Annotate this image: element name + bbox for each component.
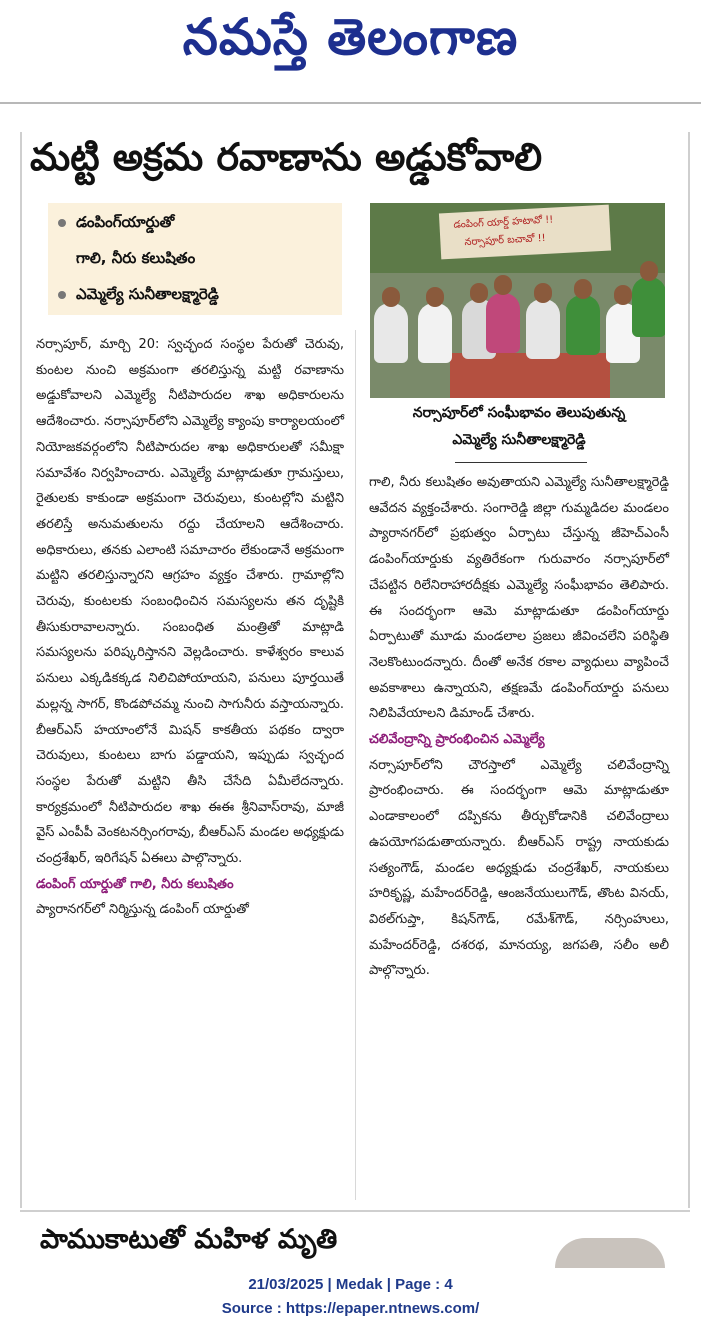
article-subhead: డంపింగ్ యార్డుతో గాలి, నీరు కలుషితం [36,876,234,892]
article-frame-right [688,132,690,1208]
bullet-icon [58,219,66,227]
masthead-divider [0,102,701,104]
protest-banner [439,205,611,260]
banner-line-2: నర్సాపూర్ బచావో !! [464,232,546,249]
article-paragraph: నర్సాపూర్, మార్చి 20: స్వచ్ఛంద సంస్థల పేరుతో చెరువు, కుంటల నుంచి అక్రమంగా తరలిస్తున్న మట్టి రవాణాను అడ్డుకోవాలని ఎమ్మెల్యే నీటిపారుదల శాఖ అధికారులను ఆదేశించారు. నర్సాపూర్‌లోని ఎమ్మెల్యే క్యాంపు కార్యాలయంలో నియోజకవర్గంలోని నీటిపారుదల శాఖ అధికారులతో సమీక్షా సమావేశం నిర్వహించారు. ఎమ్మెల్యే మాట్లాడుతూ గ్రామస్తులు, రైతులకు కాకుండా అక్రమంగా చెరువులు, కుంటల్లోని మట్టిని తరలిస్తే అనుమతులను రద్దు చేయాలని ఆదేశించారు. అధికారులు, తనకు ఎలాంటి సమాచారం లేకుండానే అక్రమంగా మట్టిని తరలిస్తున్నారని ఆగ్రహం వ్యక్తం చేశారు. గ్రామాల్లోని చెరువు, కుంటలకు సంబంధించిన సమస్యలను తన దృష్టికి తీసుకురావాలన్నారు. సంబంధిత మంత్రితో మాట్లాడి సమస్యలను పరిష్కరిస్తానని వెల్లడించారు. కాళేశ్వరం కాలువ పనులు ఎక్కడికక్కడ నిలిచిపోయాయని, పనులు పూర్తయితే మల్లన్న సాగర్, కొండపోచమ్మ నుంచి సాగునీరు వస్తాయన్నారు. బీఆర్‌ఎస్ హయాంలోనే మిషన్ కాకతీయ పథకం ద్వారా చెరువులు, కుంటలు బాగు పడ్డాయని, ఇప్పుడు స్వచ్ఛంద సంస్థల పేరుతో మట్టిని తీసి చేసేది ఏమీలేదన్నారు. కార్యక్రమంలో నీటిపారుదల శాఖ ఈఈ శ్రీనివాస్‌రావు, మాజీ వైస్ ఎంపీపీ వెంకటనర్సింగరావు, బీఆర్‌ఎస్ మండల అధ్యక్షుడు చంద్రశేఖర్, ఇరిగేషన్ ఏఈలు పాల్గొన్నారు. [36,337,344,867]
photo-caption [372,400,666,454]
person-figure [374,303,408,363]
next-article-photo [555,1238,665,1268]
next-article-headline: పాముకాటుతో మహిళ మృతి [40,1224,338,1255]
page-footer [0,1273,701,1321]
highlights-box [48,203,342,315]
highlight-item: డంపింగ్‌యార్డుతో [58,213,174,235]
person-head [614,285,632,305]
article-paragraph: నర్సాపూర్‌లోని చౌరస్తాలో ఎమ్మెల్యే చలివేంద్రాన్ని ప్రారంభించారు. ఈ సందర్భంగా ఆమె మాట్లాడుతూ ఎండాకాలంలో దప్పికను తీర్చుకోడానికి చలివేంద్రాలు ఉపయోగపడుతాయన్నారు. బీఆర్‌ఎస్ రాష్ట్ర నాయకుడు సత్యంగౌడ్, మండల అధ్యక్షుడు చంద్రశేఖర్, నాయకులు హరికృష్ణ, మహేందర్‌రెడ్డి, ఆంజనేయులుగౌడ్, తొంట వినయ్, విఠల్‌గుప్తా, కిషన్‌గౌడ్, రమేశ్‌గౌడ్, నర్సింహులు, మహేందర్‌రెడ్డి, దశరథ, మానయ్య, జగపతి, సలీం అలీ పాల్గొన్నారు. [369,757,669,979]
person-head [574,279,592,299]
article-photo [370,203,665,398]
article-subhead: చలివేంద్రాన్ని ప్రారంభించిన ఎమ్మెల్యే [369,732,545,748]
person-head [470,283,488,303]
caption-line-2: ఎమ్మెల్యే సునీతాలక్ష్మారెడ్డి [452,432,586,448]
highlight-item: ఎమ్మెల్యే సునీతాలక్ష్మారెడ్డి [58,285,219,307]
column-divider [355,330,356,1200]
article-column-left [36,332,344,923]
highlight-item-continuation: గాలి, నీరు కలుషితం [76,249,196,267]
article-frame-left [20,132,22,1208]
footer-source: Source : https://epaper.ntnews.com/ [221,1300,480,1317]
person-figure [566,295,600,355]
person-head [494,275,512,295]
person-head [640,261,658,281]
floor-mat [450,353,610,398]
bullet-icon [58,291,66,299]
article-paragraph: ప్యారానగర్‌లో నిర్మిస్తున్న డంపింగ్ యార్డుతో [36,902,249,918]
person-figure [486,293,520,353]
person-figure [418,303,452,363]
person-head [426,287,444,307]
caption-underline [455,462,587,463]
person-head [534,283,552,303]
article-headline: మట్టి అక్రమ రవాణాను అడ్డుకోవాలి [30,135,543,179]
article-paragraph: గాలి, నీరు కలుషితం అవుతాయని ఎమ్మెల్యే సునీతాలక్ష్మారెడ్డి ఆవేదన వ్యక్తంచేశారు. సంగారెడ్డి జిల్లా గుమ్మడిదల మండలం ప్యారానగర్‌లో ప్రభుత్వం ఏర్పాటు చేస్తున్న జీహెచ్‌ఎంసీ డంపింగ్‌యార్డుకు వ్యతిరేకంగా గురువారం నర్సాపూర్‌లో చేపట్టిన రిలేనిరాహారదీక్షకు ఎమ్మెల్యే సంఘీభావం తెలిపారు. ఈ సందర్భంగా ఆమె మాట్లాడుతూ డంపింగ్‌యార్డు ఏర్పాటుతో మూడు మండలాల ప్రజలు జీవించలేని పరిస్థితి నెలకొంటుందన్నారు. దీంతో అనేక రకాల వ్యాధులు వ్యాపించే అవకాశాలు ఉన్నాయని, తక్షణమే డంపింగ్‌యార్డు పనులు నిలిపివేయాలని డిమాండ్ చేశారు. [369,475,669,722]
article-bottom-divider [20,1210,690,1212]
article-column-right [369,470,669,984]
person-figure [526,299,560,359]
person-figure [632,277,665,337]
caption-line-1: నర్సాపూర్‌లో సంఘీభావం తెలుపుతున్న [412,405,626,421]
person-head [382,287,400,307]
footer-edition-info: 21/03/2025 | Medak | Page : 4 [248,1276,453,1293]
masthead [0,0,701,100]
masthead-title: నమస్తే తెలంగాణ [182,8,519,66]
banner-line-1: డంపింగ్ యార్డ్ హటావో !! [453,214,554,231]
